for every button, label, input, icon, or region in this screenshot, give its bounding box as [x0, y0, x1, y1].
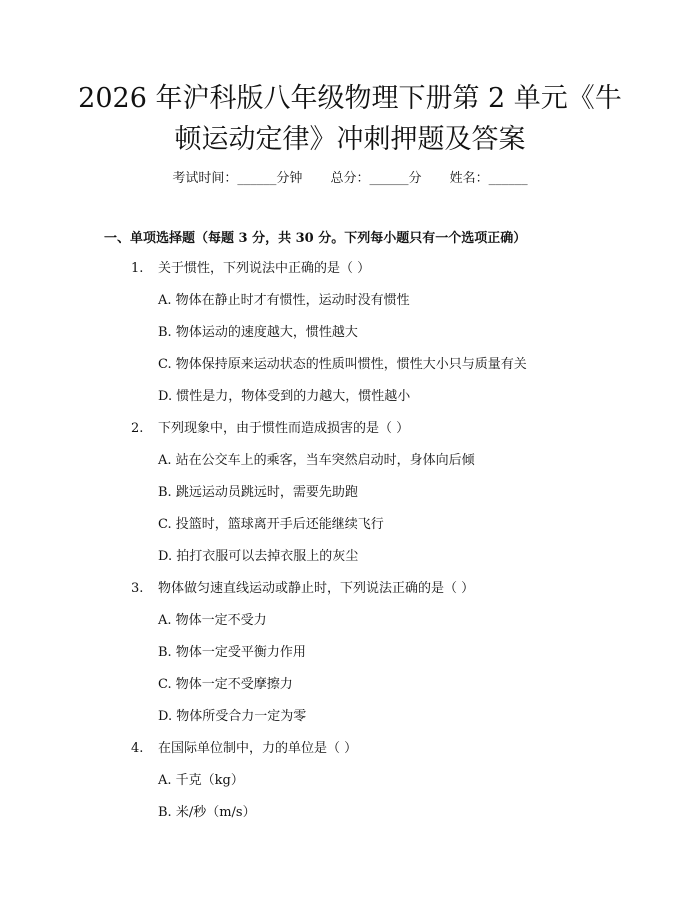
student-name-field[interactable]: 姓名：______: [449, 171, 528, 186]
question-number: 4.: [131, 741, 144, 756]
question-number: 3.: [131, 581, 144, 596]
section-heading: 一、单项选择题（每题 3 分，共 30 分。下列每小题只有一个选项正确）: [104, 231, 527, 246]
question-text: 物体做匀速直线运动或静止时，下列说法正确的是（ ）: [158, 581, 475, 596]
option-2d: D. 拍打衣服可以去掉衣服上的灰尘: [158, 549, 359, 564]
option-1c: C. 物体保持原来运动状态的性质叫惯性，惯性大小只与质量有关: [158, 357, 527, 372]
document-title: [60, 78, 640, 160]
option-2a: A. 站在公交车上的乘客，当车突然启动时，身体向后倾: [158, 453, 475, 468]
option-3c: C. 物体一定不受摩擦力: [158, 677, 293, 692]
option-1b: B. 物体运动的速度越大，惯性越大: [158, 325, 358, 340]
exam-info: [0, 170, 700, 188]
option-1a: A. 物体在静止时才有惯性，运动时没有惯性: [158, 293, 410, 308]
question-number: 1.: [131, 261, 144, 276]
option-1d: D. 惯性是力，物体受到的力越大，惯性越小: [158, 389, 411, 404]
title-line-1: 2026 年沪科版八年级物理下册第 2 单元《牛: [78, 83, 622, 114]
question-text: 下列现象中，由于惯性而造成损害的是（ ）: [158, 421, 410, 436]
option-2c: C. 投篮时，篮球离开手后还能继续飞行: [158, 517, 384, 532]
question-number: 2.: [131, 421, 144, 436]
option-3d: D. 物体所受合力一定为零: [158, 709, 307, 724]
option-2b: B. 跳远运动员跳远时，需要先助跑: [158, 485, 358, 500]
total-score-field[interactable]: 总分：______分: [330, 171, 422, 186]
option-4a: A. 千克（kg）: [158, 773, 244, 788]
option-4b: B. 米/秒（m/s）: [158, 805, 256, 820]
question-text: 关于惯性，下列说法中正确的是（ ）: [158, 261, 371, 276]
exam-time-field[interactable]: 考试时间：______分钟: [172, 171, 303, 186]
option-3a: A. 物体一定不受力: [158, 613, 267, 628]
title-line-2: 顿运动定律》冲刺押题及答案: [174, 124, 526, 155]
option-3b: B. 物体一定受平衡力作用: [158, 645, 306, 660]
question-text: 在国际单位制中，力的单位是（ ）: [158, 741, 358, 756]
